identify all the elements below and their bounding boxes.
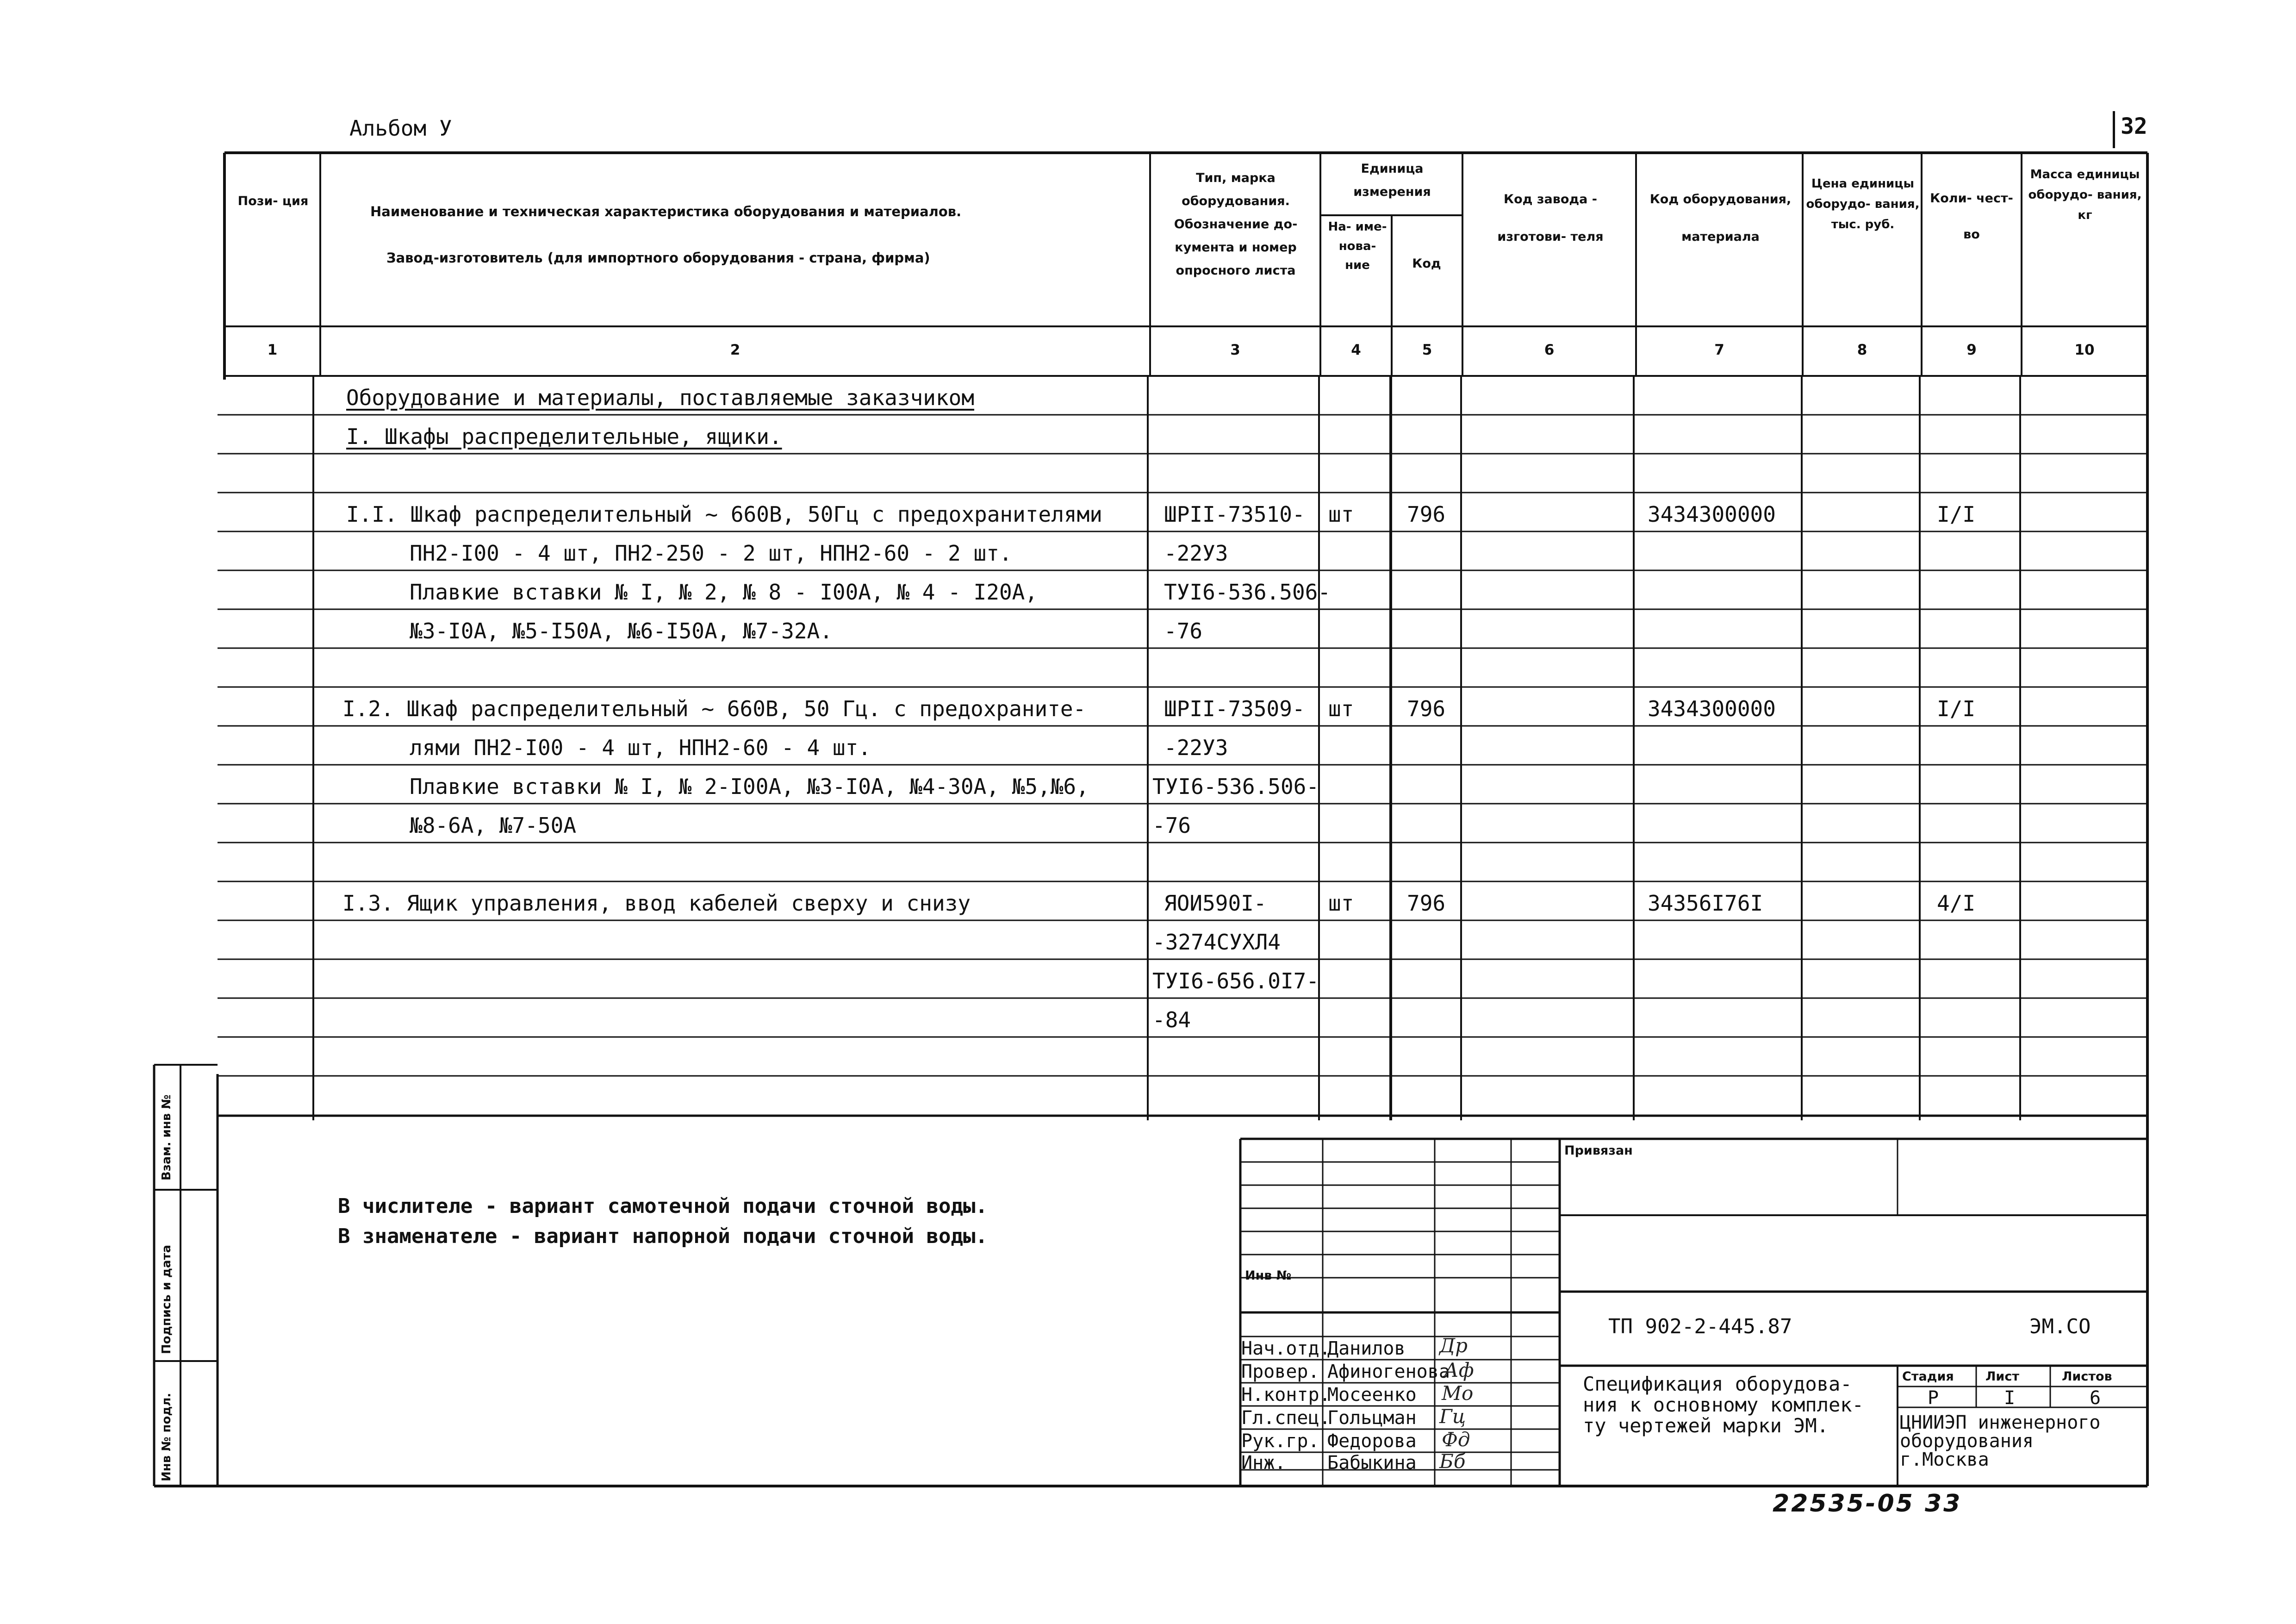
row-10-name: Плавкие вставки № I, № 2-I00А, №3-I0А, №4-30А, №5,№6, [410,774,1089,799]
col-number-1: 1 [267,342,278,358]
row-13-qty: 4/I [1937,891,1976,916]
bottom-stamp: 22535-05 33 [1773,1490,1962,1518]
col-1-title: Пози- ция [237,194,309,208]
col-8-title: Цена единицы оборудо- вания, тыс. руб. [1806,177,1920,232]
row-1-name: I. Шкафы распределительные, ящики. [346,424,782,449]
row-8-code: 796 [1407,696,1446,721]
doc-code: ТП 902-2-445.87 [1608,1315,1792,1338]
row-8-name: I.2. Шкаф распределительный ~ 660В, 50 Гц. с предохраните- [342,696,1086,721]
col-number-6: 6 [1544,342,1555,358]
col-9-title: Коли- чест- во [1930,191,2013,242]
col-10-title: Масса единицы оборудо- вания, кг [2028,168,2142,223]
name-1: Данилов [1327,1338,1406,1359]
row-16-type: -84 [1152,1007,1191,1032]
row-8-equip-code: 3434300000 [1648,696,1776,721]
note-2: В знаменателе - вариант напорной подачи сточной воды. [338,1224,988,1248]
privyazan-label: Привязан [1564,1143,1633,1158]
sheet-value: I [2004,1387,2016,1409]
row-15-type: ТУI6-656.0I7- [1152,968,1319,993]
sheets-value: 6 [2090,1387,2101,1409]
doc-title-1: Спецификация оборудова- [1583,1373,1852,1395]
doc-mark: ЭМ.СО [2029,1315,2091,1338]
side-label-inv-original: Инв № подл. [160,1393,174,1481]
org-line-2: оборудования [1900,1430,2034,1452]
signature-6: Бб [1439,1450,1466,1473]
role-6: Инж. [1241,1452,1286,1474]
row-4-type: -22У3 [1164,541,1228,566]
name-6: Бабыкина [1327,1452,1417,1474]
row-0-name: Оборудование и материалы, поставляемые заказчиком [346,385,975,410]
org-line-3: г.Москва [1900,1449,1989,1470]
signature-3: Мо [1442,1382,1474,1405]
signature-4: Гц [1439,1405,1466,1428]
row-3-unit: шт [1328,502,1354,527]
stage-label: Стадия [1902,1369,1954,1384]
col-number-10: 10 [2074,342,2095,358]
row-13-unit: шт [1328,891,1354,916]
stage-value: Р [1928,1387,1939,1409]
col-number-5: 5 [1422,342,1432,358]
name-4: Гольцман [1327,1407,1417,1429]
col-2-title: Наименование и техническая характеристика оборудования и материалов. [370,204,962,219]
row-5-name: Плавкие вставки № I, № 2, № 8 - I00А, № 4 - I20А, [410,580,1038,605]
side-label-signature-date: Подпись и дата [160,1244,174,1354]
sheets-label: Листов [2062,1369,2112,1384]
org-line-1: ЦНИИЭП инженерного [1900,1412,2101,1433]
col-number-9: 9 [1966,342,1977,358]
col-2-title-2: Завод-изготовитель (для импортного оборудования - страна, фирма) [386,250,930,266]
row-3-code: 796 [1407,502,1446,527]
inv-no-label: Инв № [1245,1268,1292,1283]
row-8-unit: шт [1328,696,1354,721]
name-5: Федорова [1327,1430,1417,1452]
doc-title-3: ту чертежей марки ЭМ. [1583,1414,1829,1437]
row-14-type: -3274СУХЛ4 [1152,930,1281,955]
row-4-name: ПН2-I00 - 4 шт, ПН2-250 - 2 шт, НПН2-60 - 2 шт. [410,541,1012,566]
row-13-name: I.3. Ящик управления, ввод кабелей сверху и снизу [342,891,971,916]
page-number: 32 [2121,113,2147,139]
row-11-type: -76 [1152,813,1191,838]
row-13-type: ЯОИ590I- [1164,891,1267,916]
role-1: Нач.отд. [1241,1338,1331,1359]
signature-2: Аф [1444,1359,1474,1381]
col-5-title: Код [1412,256,1441,271]
row-8-type: ШРII-73509- [1164,696,1305,721]
sheet-label: Лист [1985,1369,2019,1384]
signature-5: Фд [1442,1428,1470,1451]
row-6-name: №3-I0А, №5-I50А, №6-I50А, №7-32А. [410,618,833,643]
note-1: В числителе - вариант самотечной подачи сточной воды. [338,1194,988,1218]
col-number-2: 2 [730,342,740,358]
col-number-3: 3 [1230,342,1240,358]
col-number-7: 7 [1714,342,1724,358]
row-6-type: -76 [1164,618,1203,643]
col-number-8: 8 [1857,342,1867,358]
doc-title-2: ния к основному комплек- [1583,1393,1864,1416]
row-13-code: 796 [1407,891,1446,916]
role-3: Н.контр. [1241,1384,1331,1405]
row-3-name: I.I. Шкаф распределительный ~ 660В, 50Гц с предохранителями [346,502,1102,527]
unit-group-title: Единица измерения [1353,162,1431,199]
role-4: Гл.спец. [1241,1407,1331,1429]
name-2: Афиногенова [1327,1361,1450,1382]
side-label-replace-inv: Взам. инв № [160,1094,174,1181]
row-10-type: ТУI6-536.506- [1152,774,1319,799]
row-3-equip-code: 3434300000 [1648,502,1776,527]
row-5-type: ТУI6-536.506- [1164,580,1331,605]
row-3-qty: I/I [1937,502,1976,527]
col-7-title: Код оборудования, материала [1649,192,1792,244]
album-label: Альбом У [349,116,452,141]
col-4-title: На- име- нова- ние [1328,220,1387,273]
col-3-title: Тип, марка оборудования. Обозначение до- кумента и номер опросного листа [1174,171,1298,278]
role-2: Провер. [1241,1361,1319,1382]
row-11-name: №8-6А, №7-50А [410,813,577,838]
name-3: Мосеенко [1327,1384,1417,1405]
col-6-title: Код завода - изготови- теля [1497,192,1604,244]
col-number-4: 4 [1351,342,1361,358]
row-3-type: ШРII-73510- [1164,502,1305,527]
signature-1: Др [1439,1334,1468,1357]
row-9-name: лями ПН2-I00 - 4 шт, НПН2-60 - 4 шт. [410,735,871,760]
row-13-equip-code: 34356I76I [1648,891,1763,916]
role-5: Рук.гр. [1241,1430,1319,1452]
row-9-type: -22У3 [1164,735,1228,760]
row-8-qty: I/I [1937,696,1976,721]
